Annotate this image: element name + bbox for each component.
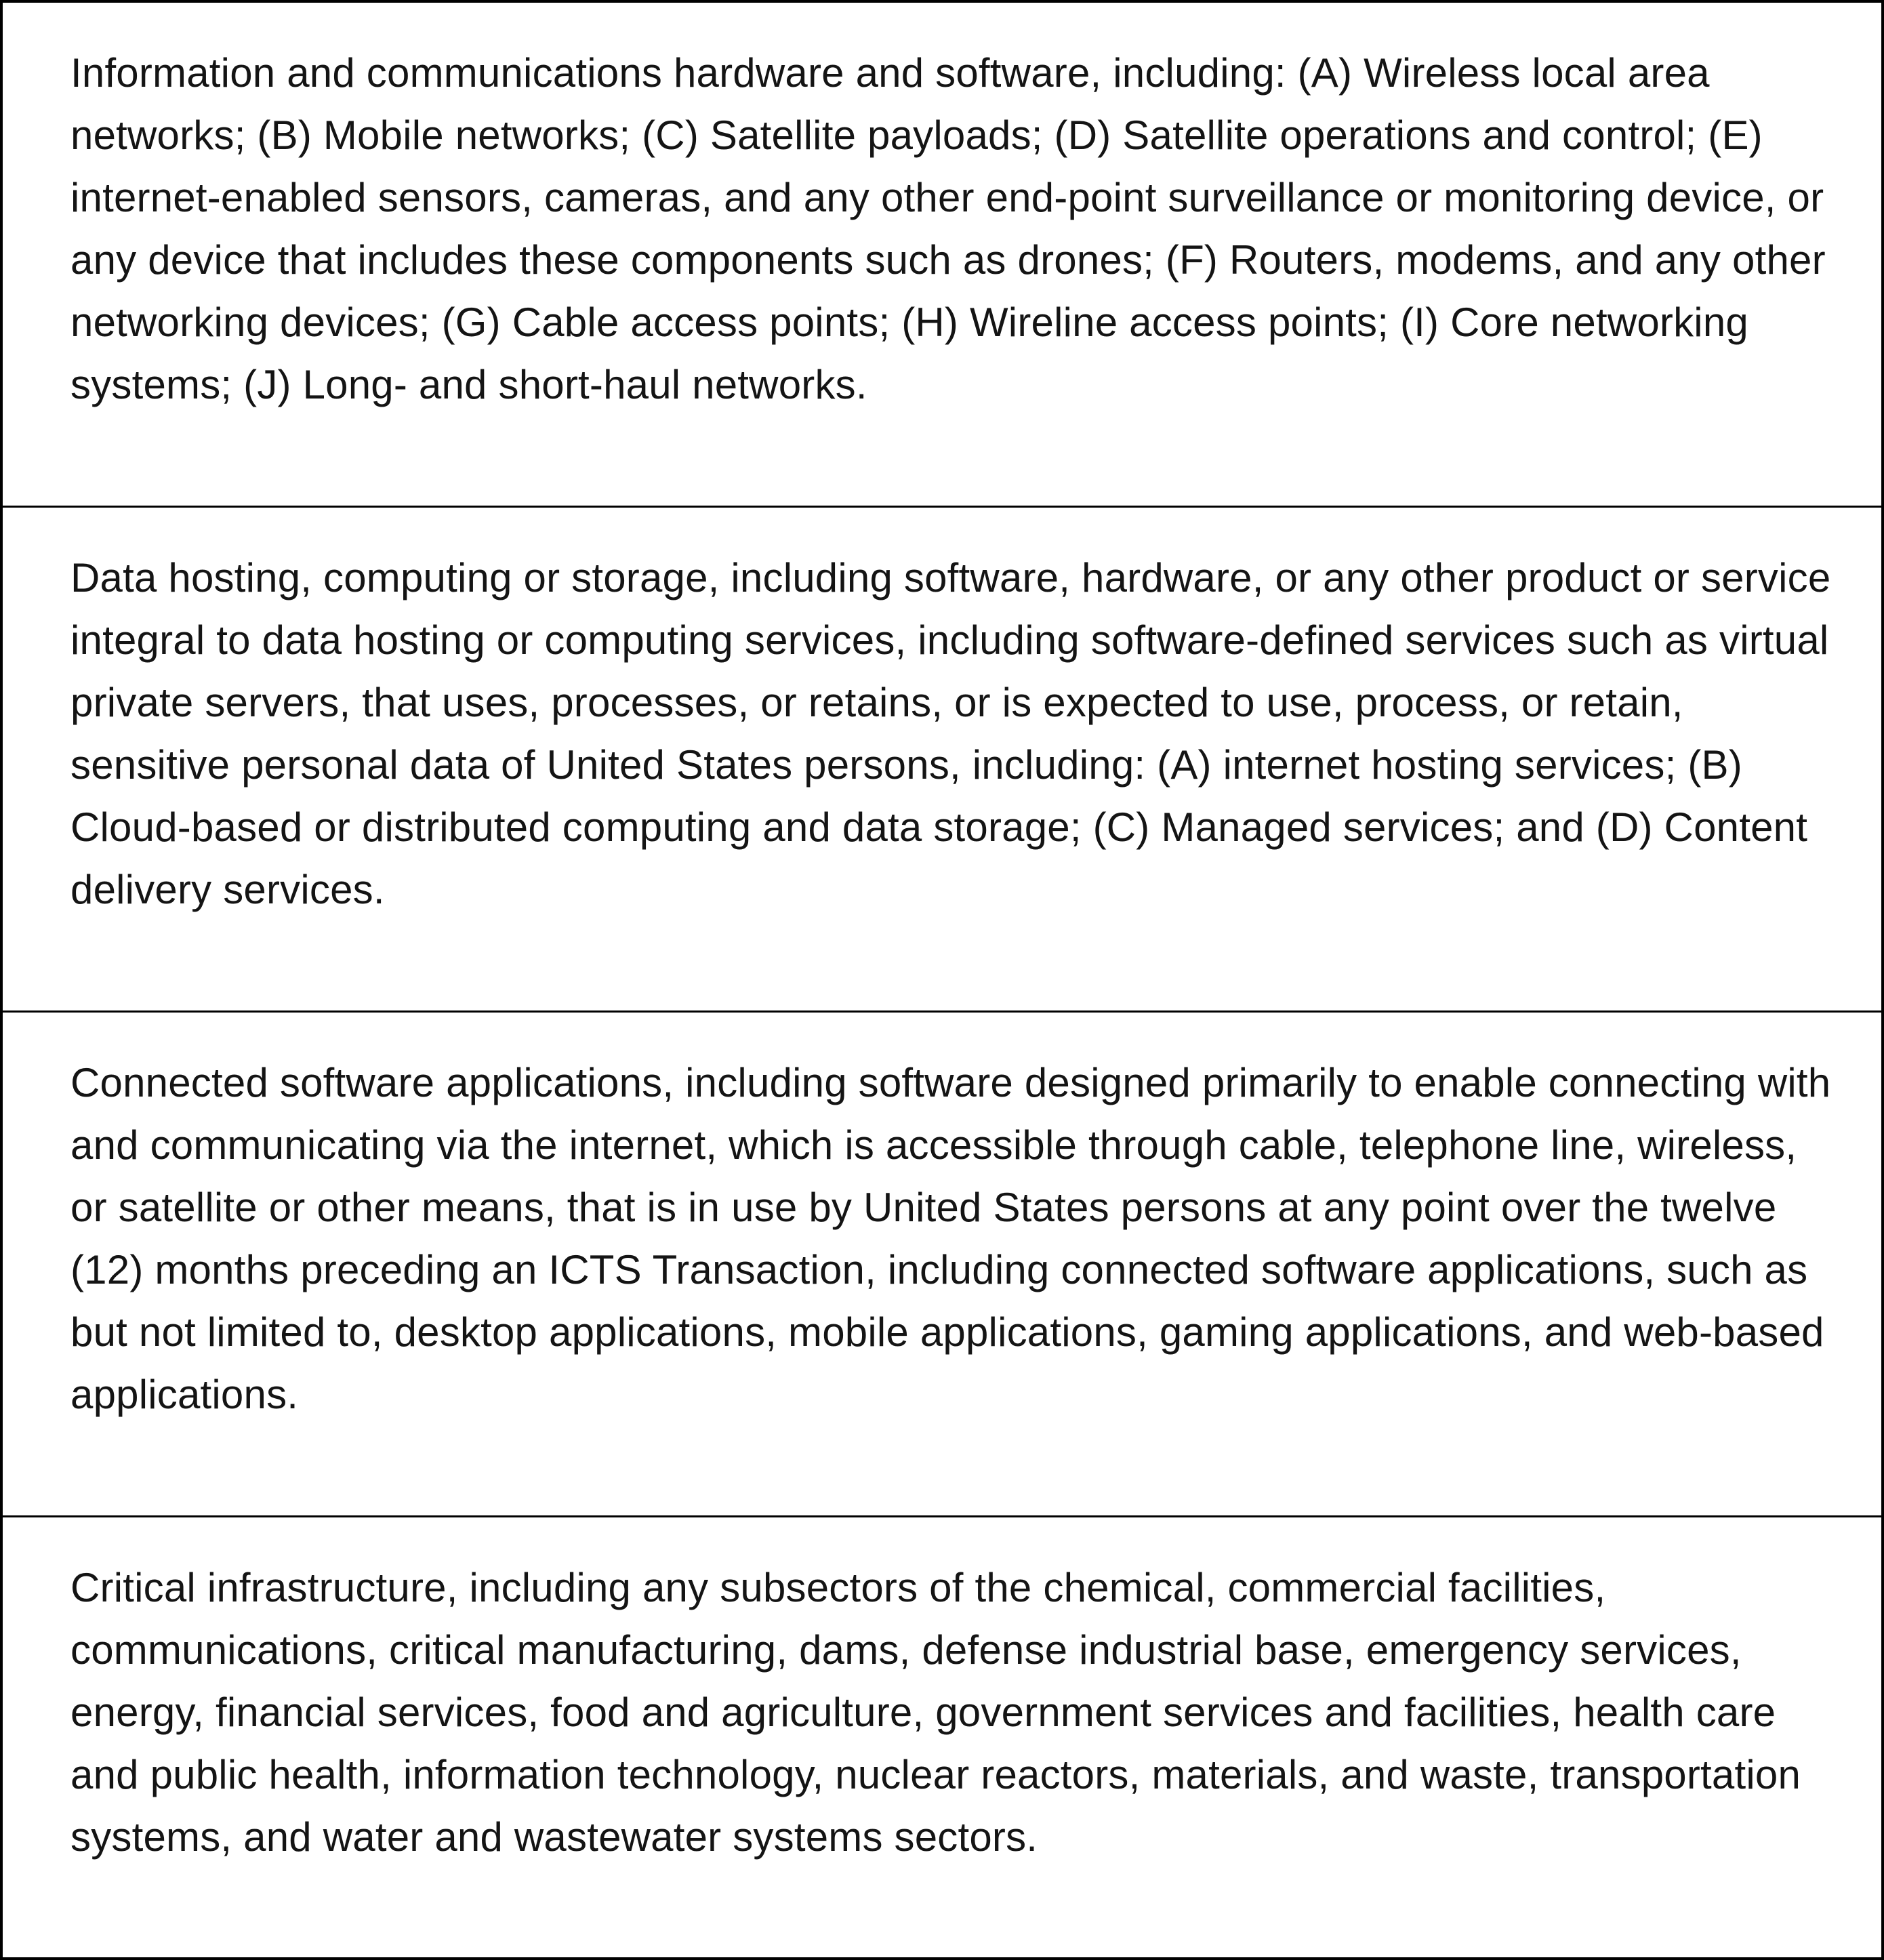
row-text-critical-infrastructure: Critical infrastructure, including any subsectors of the chemical, commercial facilities, communications, critical manufacturing, dams, defense industrial base, emergency services, energy, financial services, food and agriculture, government services and facilities, health care and public health, information technology, nuclear reactors, materials, and waste, transportation systems, and water and wastewater systems sectors. [70,1565,1801,1860]
table-row [3,508,1881,1013]
table-row [3,1013,1881,1517]
row-text-data-hosting: Data hosting, computing or storage, including software, hardware, or any other product or service integral to data hosting or computing services, including software-defined services such as virtual private servers, that uses, processes, or retains, or is expected to use, process, or retain, sensitive personal data of United States persons, including: (A) internet hosting services; (B) Cloud-based or distributed computing and data storage; (C) Managed services; and (D) Content delivery services. [70,555,1831,912]
row-text-connected-software: Connected software applications, including software designed primarily to enable connecting with and communicating via the internet, which is accessible through cable, telephone line, wireless, or satellite or other means, that is in use by United States persons at any point over the twelve (12) months preceding an ICTS Transaction, including connected software applications, such as but not limited to, desktop applications, mobile applications, gaming applications, and web-based applications. [70,1060,1831,1417]
table-row [3,1517,1881,1960]
table-row [3,3,1881,508]
row-text-ict-hardware-software: Information and communications hardware and software, including: (A) Wireless local area networks; (B) Mobile networks; (C) Satellite payloads; (D) Satellite operations and control; (E) internet-enabled sensors, cameras, and any other end-point surveillance or monitoring device, or any device that includes these components such as drones; (F) Routers, modems, and any other networking devices; (G) Cable access points; (H) Wireline access points; (I) Core networking systems; (J) Long- and short-haul networks. [70,50,1826,407]
